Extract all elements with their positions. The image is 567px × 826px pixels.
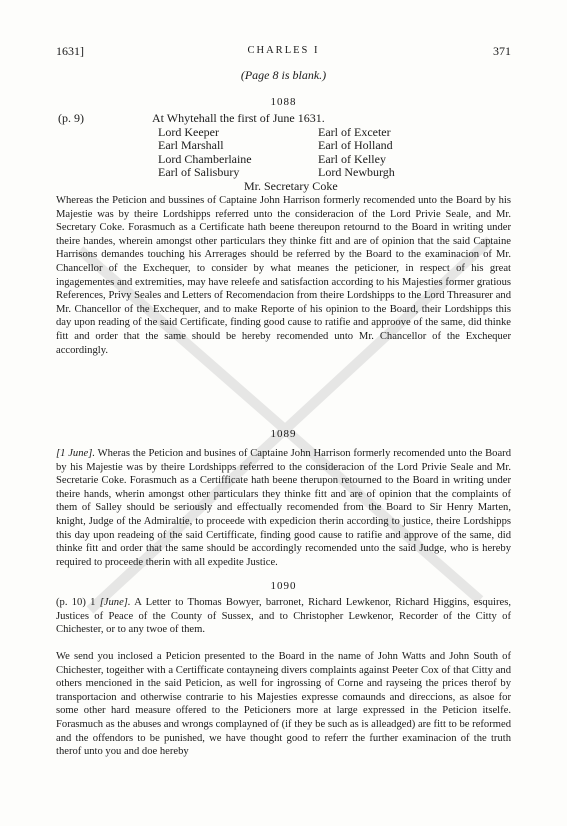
attendance-list-left bbox=[158, 126, 252, 180]
attendee: Lord Newburgh bbox=[318, 165, 395, 179]
entry-1089-date: [1 June]. bbox=[56, 448, 95, 459]
meeting-heading: At Whytehall the first of June 1631. bbox=[152, 111, 325, 125]
running-head-year: 1631] bbox=[56, 44, 84, 58]
page-number: 371 bbox=[493, 44, 511, 58]
entry-1090-date: [June]. bbox=[99, 597, 131, 608]
entry-1090-intro-text: A Letter to Thomas Bowyer, barronet, Richard Lewkenor, Richard Higgins, esquires, Justices of Peace of the County of Sussex, and to Christopher Lewkenor, Recorder of the Citty of Chichester, or to any twoe of them. bbox=[56, 597, 511, 636]
attendee-last: Mr. Secretary Coke bbox=[244, 178, 338, 193]
entry-number-1090: 1090 bbox=[270, 580, 297, 592]
blank-page-note: (Page 8 is blank.) bbox=[240, 68, 327, 82]
attendance-list-right bbox=[318, 126, 395, 180]
attendee: Earl Marshall bbox=[158, 138, 224, 152]
attendee: Lord Keeper bbox=[158, 124, 219, 139]
entry-1090-body: We send you inclosed a Peticion presented to the Board in the name of John Watts and John South of Chichester, togeither with a Certifficate contayneing divers complaints against Peeter Cox of that Citty and others mencioned in the said Peticion, as well for ingrossing of Corne and rayseing the prices therof by transportacion and otherwise contrarie to his Majesties expresse comaunds and direccions, as alsoe for some other hard measure offered to the Peticioners more at large expressed in the Peticion itselfe. Forasmuch as the abuses and wrongs complayned of (if they be such as is alleadged) are fitt to be reformed and the offendors to be punished, we have thought good to referr the further examinacion of the truth therof unto you and doe hereby bbox=[56, 651, 511, 758]
running-head-title: CHARLES I bbox=[247, 45, 320, 56]
entry-number-1088: 1088 bbox=[270, 96, 297, 108]
entry-number-1089: 1089 bbox=[270, 428, 297, 440]
entry-1090-prefix: (p. 10) 1 bbox=[56, 597, 96, 608]
attendee: Earl of Exceter bbox=[318, 124, 391, 139]
attendee: Earl of Kelley bbox=[318, 151, 386, 166]
entry-1089-text: Wheras the Peticion and busines of Captaine John Harrison formerly recomended unto the Board by his Majestie was by theire Lordshipps referred to the consideracion of the Lord Privie Seale and Mr. Secretarie Coke. Forasmuch as a Certifficate hath beene therupon retourned to the Board in writing under theire hands, wherin amongst other particulars they thinke fitt and are of opinion that the complaints of them of Salley should be seriously and effectually recomended from the Board to Sir Henry Marten, knight, Judge of the Admiraltie, to proceede with expedicion therin according to justice, theire Lordshipps this day upon readeing of the said Certifficate, finding good cause to ratifie and approve of the same, did thinke fitt and order that the same should be accordingly recomended unto the said Judge, who is hereby required to proceede therin with all expedite Justice. bbox=[56, 448, 511, 568]
running-head bbox=[0, 44, 567, 60]
entry-1089-body bbox=[56, 447, 511, 569]
attendee: Earl of Salisbury bbox=[158, 165, 240, 179]
attendee: Lord Chamberlaine bbox=[158, 151, 252, 166]
page-reference: (p. 9) bbox=[58, 111, 84, 125]
entry-1090-intro bbox=[56, 596, 511, 637]
attendee: Earl of Holland bbox=[318, 138, 393, 152]
entry-1088-body: Whereas the Peticion and bussines of Captaine John Harrison formerly recomended unto the Board by his Majestie was by theire Lordshipps referred unto the consideracion of the Lord Privie Seale, and Mr. Secretary Coke. Forasmuch as a Certificate hath beene thereupon retournd to the Board in writing under theire handes, wherein amongst other particulars they thinke fitt and are of opinion that the said Captaine Harrisons demandes touching his Arrerages should be referred by the Board to the examinacion of Mr. Chancellor of the Exchequer, to consider by what meanes the peticioner, in respect of his great ingagementes and extremities, may have releefe and satisfaction according to his Majesties former gratious References, Privy Seales and Letters of Recomendacion from theire Lordshipps to the Lord Threasurer and Mr. Chancellor of the Exchequer, and to make Reporte of his opinion to the Board, their Lordshipps this day upon reading of the said Certificate, finding good cause to ratifie and approove of the same, did thinke fitt and order that the same should be hereby recomended unto Mr. Chancellor of the Exchequer accordingly. bbox=[56, 195, 511, 356]
